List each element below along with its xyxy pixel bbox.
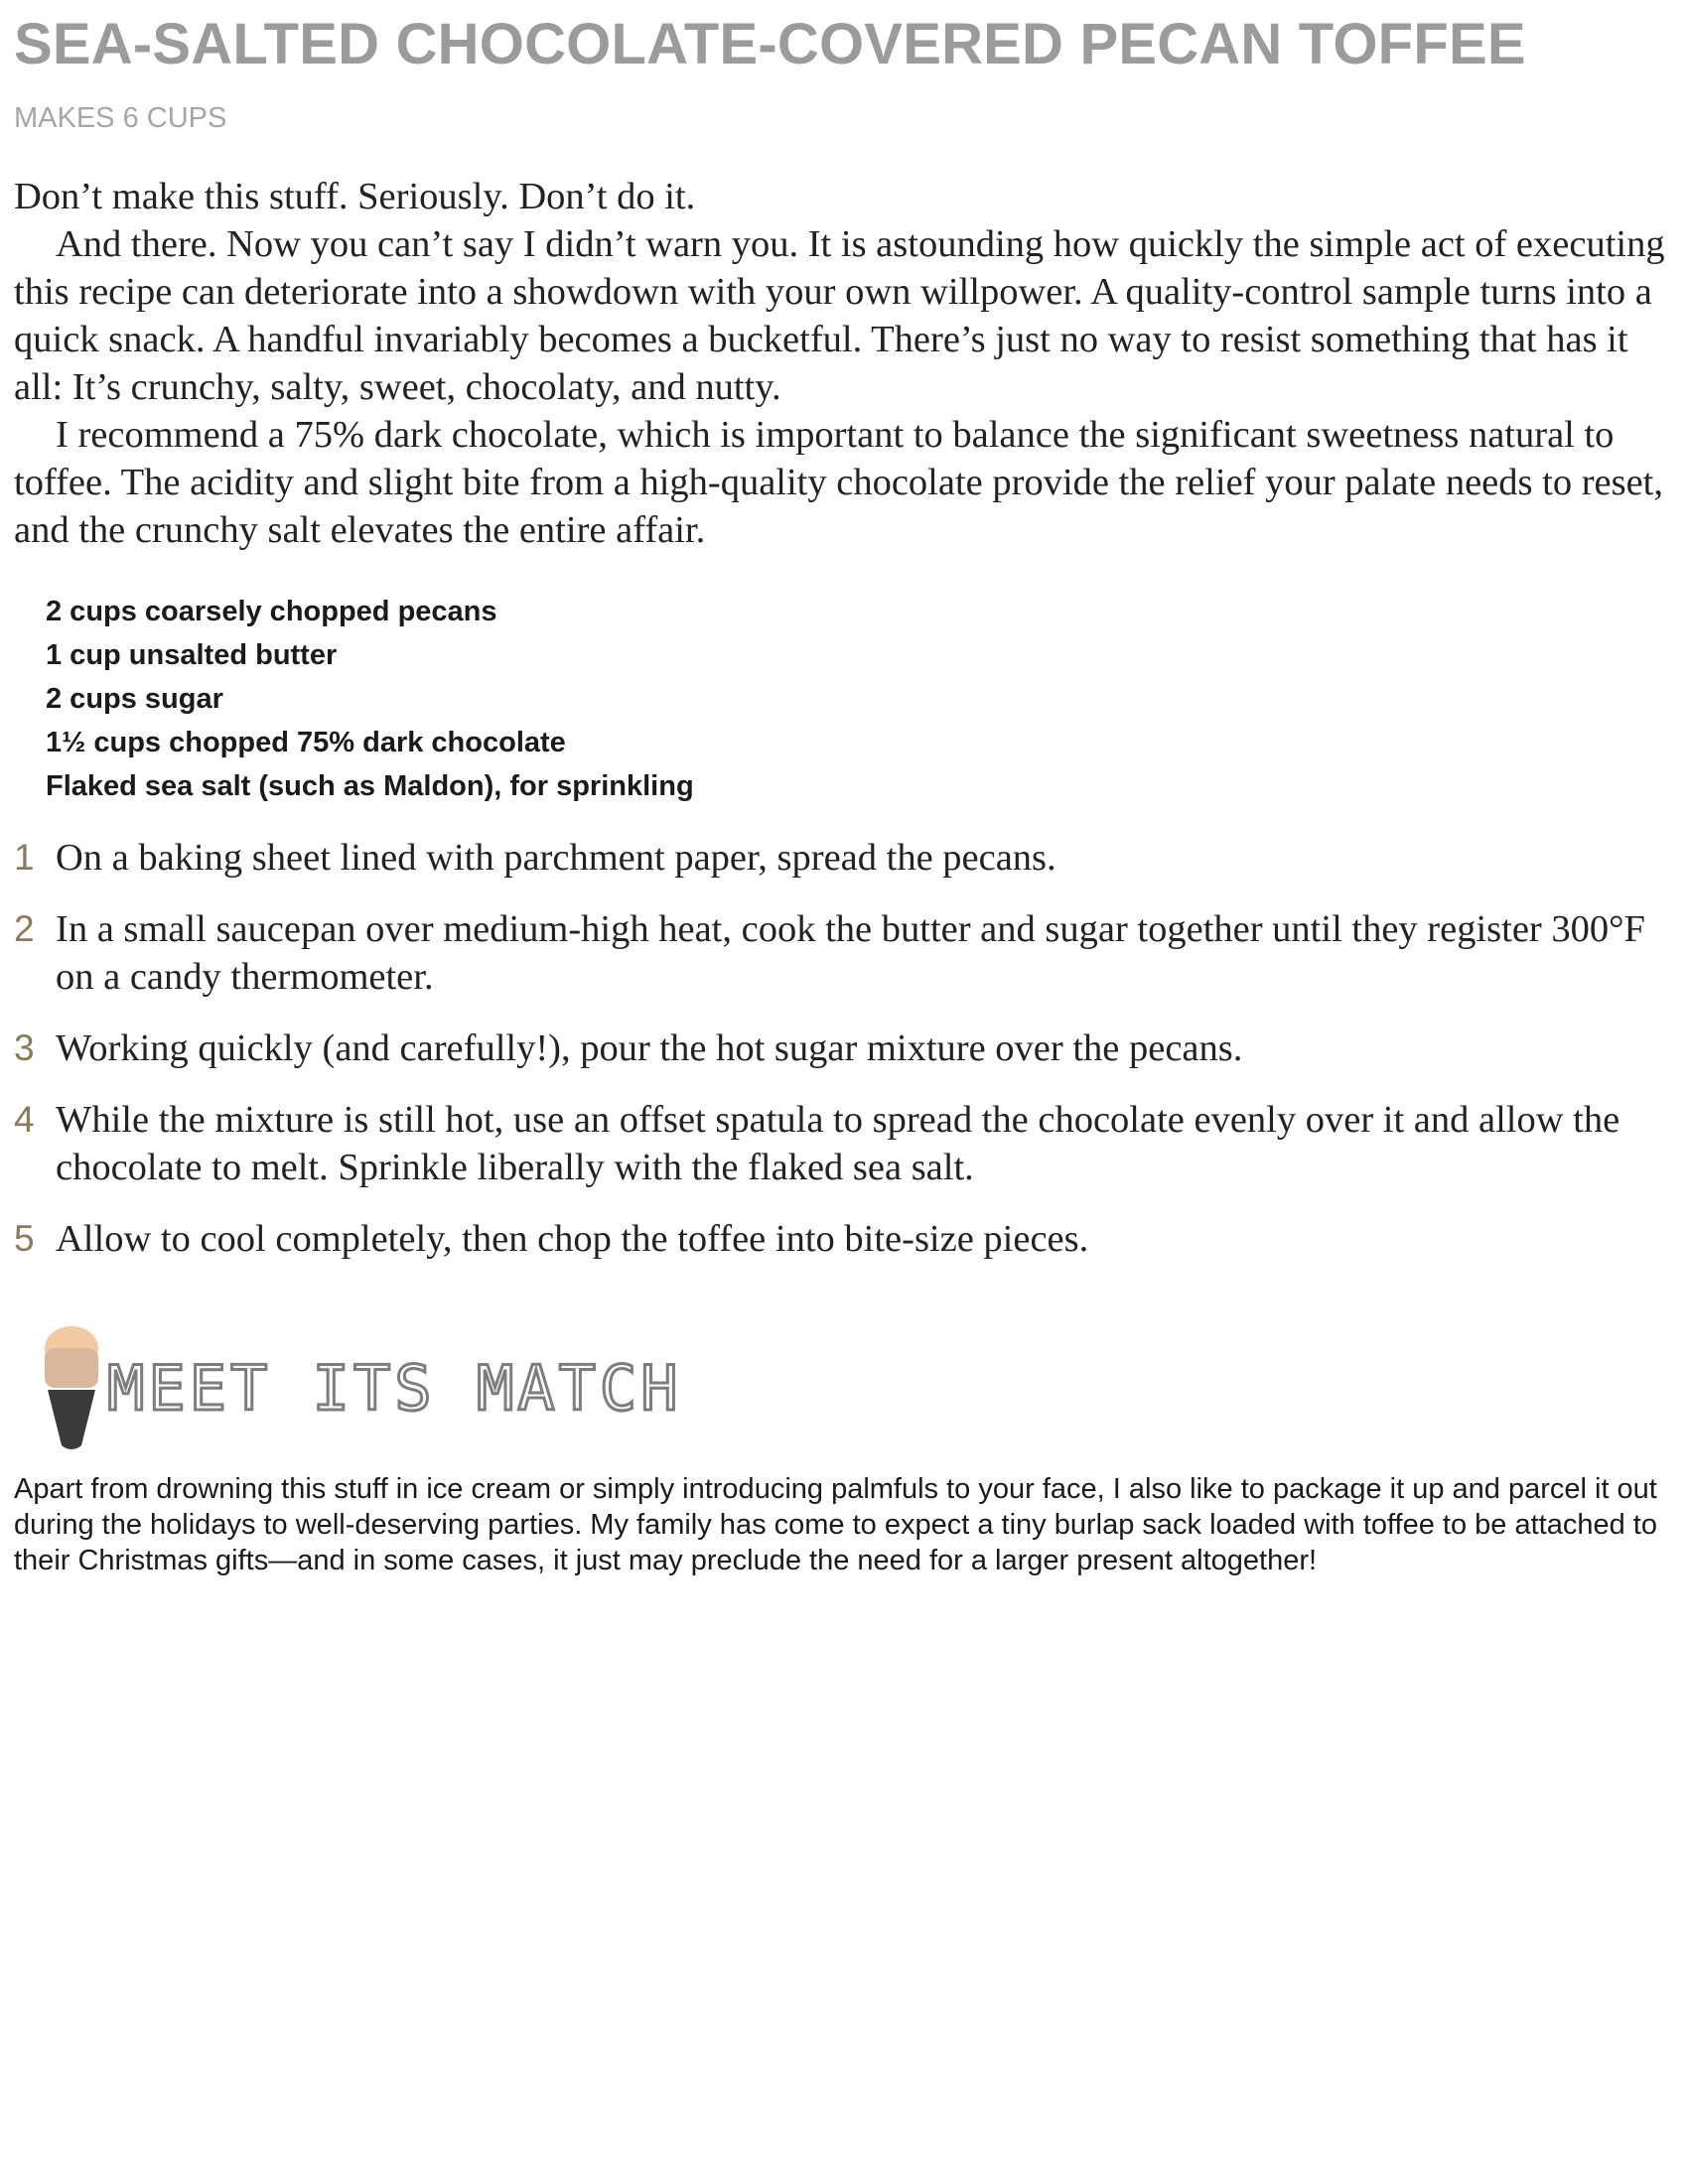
intro-paragraph: I recommend a 75% dark chocolate, which is important to balance the significant sweetness natural to toffee. The acidity and slight bite from a high-quality chocolate provide the relief your palate needs to reset, and the crunchy salt elevates the entire affair.	[14, 414, 1663, 551]
ingredient-item: Flaked sea salt (such as Maldon), for sprinkling	[46, 770, 694, 802]
step-item	[14, 1096, 1674, 1191]
step-number: 4	[14, 1099, 35, 1140]
ingredient-item: 1½ cups chopped 75% dark chocolate	[46, 727, 566, 758]
recipe-intro	[14, 173, 1674, 554]
recipe-title: SEA-SALTED CHOCOLATE-COVERED PECAN TOFFEE	[14, 12, 1526, 76]
step-number: 3	[14, 1027, 35, 1068]
step-item	[14, 905, 1674, 1001]
ice-cream-cone-icon	[42, 1324, 101, 1453]
recipe-yield: MAKES 6 CUPS	[14, 102, 227, 134]
meet-its-match-title: MEET ITS MATCH	[107, 1352, 682, 1425]
step-item	[14, 834, 1674, 882]
ingredient-item: 2 cups sugar	[46, 683, 223, 715]
steps-list	[14, 834, 1674, 1263]
step-text: While the mixture is still hot, use an offset spatula to spread the chocolate evenly over it and allow the chocolate to melt. Sprinkle liberally with the flaked sea salt.	[56, 1099, 1620, 1188]
step-text: On a baking sheet lined with parchment paper, spread the pecans.	[56, 837, 1056, 879]
step-text: Allow to cool completely, then chop the toffee into bite-size pieces.	[56, 1218, 1089, 1260]
step-number: 5	[14, 1218, 35, 1259]
ingredients-list	[46, 590, 1674, 808]
intro-paragraph: And there. Now you can’t say I didn’t warn you. It is astounding how quickly the simple act of executing this recipe can deteriorate into a showdown with your own willpower. A quality-control sample turns into a quick snack. A handful invariably becomes a bucketful. There’s just no way to resist something that has it all: It’s crunchy, salty, sweet, chocolaty, and nutty.	[14, 223, 1665, 408]
step-text: Working quickly (and carefully!), pour the hot sugar mixture over the pecans.	[56, 1027, 1243, 1069]
step-number: 2	[14, 908, 35, 949]
meet-its-match-text: Apart from drowning this stuff in ice cream or simply introducing palmfuls to your face, I also like to package it up and parcel it out during the holidays to well-deserving parties. My family has come to expect a tiny burlap sack loaded with toffee to be attached to their Christmas gifts—and in some cases, it just may preclude the need for a larger present altogether!	[14, 1473, 1657, 1576]
step-number: 1	[14, 837, 35, 878]
step-text: In a small saucepan over medium-high heat, cook the butter and sugar together until they register 300°F on a candy thermometer.	[56, 908, 1645, 998]
ingredient-item: 1 cup unsalted butter	[46, 639, 338, 671]
step-item	[14, 1024, 1674, 1072]
recipe-page	[14, 0, 1674, 1578]
meet-its-match-header	[42, 1324, 1674, 1453]
step-item	[14, 1215, 1674, 1263]
intro-paragraph: Don’t make this stuff. Seriously. Don’t do it.	[14, 176, 696, 217]
ingredient-item: 2 cups coarsely chopped pecans	[46, 596, 497, 627]
